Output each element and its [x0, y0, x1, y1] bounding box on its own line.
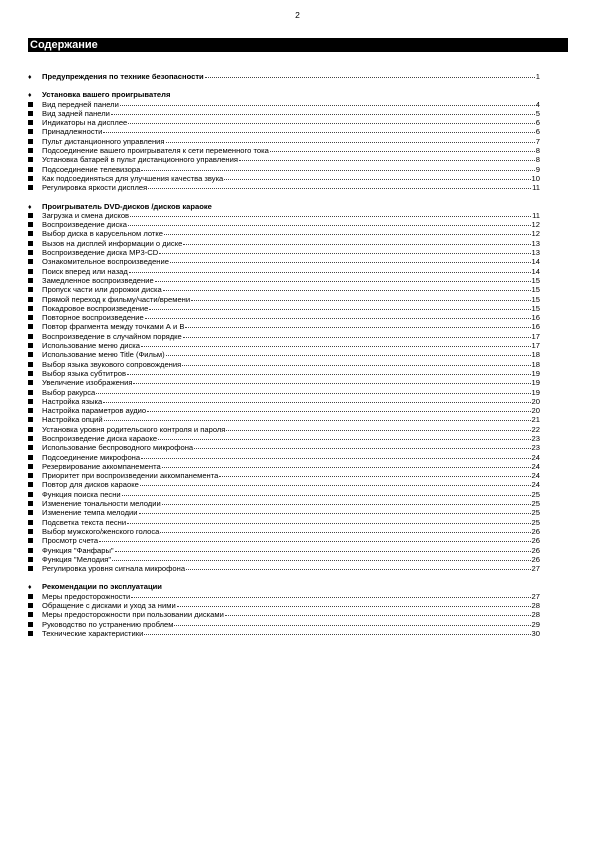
- toc-entry-label: Резервирование аккомпанемента: [42, 461, 161, 471]
- toc-entry-label: Использование беспроводного микрофона: [42, 443, 194, 453]
- dot-leader: [155, 275, 531, 282]
- square-bullet-icon: [28, 221, 42, 230]
- toc-page-number: 7: [535, 136, 540, 146]
- dot-leader: [112, 554, 531, 561]
- toc-page-number: 24: [531, 471, 540, 481]
- toc-page-number: 17: [531, 341, 540, 351]
- square-bullet-icon: [28, 407, 42, 416]
- square-bullet-icon: [28, 212, 42, 221]
- toc-entry-label: Повтор фрагмента между точками А и В: [42, 322, 185, 332]
- dot-leader: [219, 470, 530, 477]
- toc-entry-label: Выбор языка звукового сопровождения: [42, 359, 182, 369]
- dot-leader: [270, 145, 535, 152]
- toc-entry-label: Изменение тональности мелодии: [42, 499, 161, 509]
- square-bullet-icon: [28, 305, 42, 314]
- square-bullet-icon: [28, 128, 42, 137]
- square-bullet-icon: [28, 602, 42, 611]
- toc-heading-label: Установка вашего проигрывателя: [42, 90, 171, 100]
- toc-entry-label: Изменение темпа мелодии: [42, 508, 138, 518]
- toc-page-number: 21: [531, 415, 540, 425]
- square-bullet-icon: [28, 416, 42, 425]
- toc-page-number: 12: [531, 229, 540, 239]
- toc-entry-label: Выбор языка субтитров: [42, 368, 127, 378]
- dot-leader: [174, 619, 530, 626]
- toc-page-number: 20: [531, 396, 540, 406]
- dot-leader: [239, 154, 535, 161]
- diamond-bullet-icon: ♦: [28, 203, 32, 211]
- toc-entry-label: Загрузка и смена дисков: [42, 210, 130, 220]
- square-bullet-icon: [28, 110, 42, 119]
- dot-leader: [115, 545, 531, 552]
- square-bullet-icon: [28, 296, 42, 305]
- toc-entry-label: Замедленное воспроизведение: [42, 275, 154, 285]
- toc-entry[interactable]: [28, 183, 540, 192]
- toc-page-number: 26: [531, 536, 540, 546]
- dot-leader: [205, 71, 535, 78]
- dot-leader: [144, 628, 530, 635]
- diamond-bullet-icon: ♦: [28, 584, 32, 592]
- square-bullet-icon: [28, 621, 42, 630]
- toc-page-number: 22: [531, 424, 540, 434]
- toc-entry-label: Как подсоединяться для улучшения качества звука: [42, 173, 224, 183]
- dot-leader: [163, 284, 531, 291]
- square-bullet-icon: [28, 240, 42, 249]
- toc-page-number: 10: [531, 173, 540, 183]
- toc-entry-label: Руководство по устранению проблем: [42, 619, 174, 629]
- square-bullet-icon: [28, 351, 42, 360]
- square-bullet-icon: [28, 491, 42, 500]
- toc-page-number: 12: [531, 220, 540, 230]
- square-bullet-icon: [28, 379, 42, 388]
- square-bullet-icon: [28, 472, 42, 481]
- dot-leader: [128, 219, 531, 226]
- toc-entry-label: Подсоединение микрофона: [42, 452, 141, 462]
- page-number: 2: [295, 10, 300, 20]
- toc-page-number: 13: [531, 238, 540, 248]
- dot-leader: [191, 294, 530, 301]
- toc-page-number: 23: [531, 443, 540, 453]
- square-bullet-icon: [28, 314, 42, 323]
- dot-leader: [99, 535, 531, 542]
- square-bullet-icon: [28, 389, 42, 398]
- toc-page-number: 15: [531, 275, 540, 285]
- dot-leader: [145, 312, 531, 319]
- toc-page-number: 28: [531, 610, 540, 620]
- square-bullet-icon: [28, 547, 42, 556]
- toc-page-number: 25: [531, 517, 540, 527]
- toc-page-number: 24: [531, 452, 540, 462]
- toc-page-number: 23: [531, 433, 540, 443]
- dot-leader: [96, 387, 530, 394]
- toc-entry-label: Функция поиска песни: [42, 489, 121, 499]
- toc-entry-label: Выбор мужского/женского голоса: [42, 526, 160, 536]
- square-bullet-icon: [28, 258, 42, 267]
- toc-page-number: 26: [531, 526, 540, 536]
- dot-leader: [127, 368, 531, 375]
- toc-entry-label: Меры предосторожности при пользовании дисками: [42, 610, 224, 620]
- toc-page-number: 14: [531, 266, 540, 276]
- dot-leader: [140, 479, 531, 486]
- dot-leader: [166, 349, 531, 356]
- toc-entry-label: Ознакомительное воспроизведение: [42, 257, 169, 267]
- square-bullet-icon: [28, 323, 42, 332]
- toc-page-number: 8: [535, 155, 540, 165]
- toc-page-number: 20: [531, 406, 540, 416]
- dot-leader: [170, 256, 531, 263]
- toc-entry-label: Вид задней панели: [42, 108, 110, 118]
- toc-entry-label: Вызов на дисплей информации о диске: [42, 238, 183, 248]
- square-bullet-icon: [28, 593, 42, 602]
- square-bullet-icon: [28, 528, 42, 537]
- dot-leader: [103, 126, 534, 133]
- diamond-bullet-icon: ♦: [28, 74, 32, 81]
- square-bullet-icon: [28, 361, 42, 370]
- toc-entry-label: Использование меню диска: [42, 341, 140, 351]
- toc-page-number: 15: [531, 303, 540, 313]
- toc-page-number: 18: [531, 350, 540, 360]
- toc-entry-label: Воспроизведение диска MP3-CD: [42, 248, 159, 258]
- square-bullet-icon: [28, 101, 42, 110]
- square-bullet-icon: [28, 509, 42, 518]
- square-bullet-icon: [28, 249, 42, 258]
- square-bullet-icon: [28, 556, 42, 565]
- toc-entry-label: Повтор для дисков караоке: [42, 480, 139, 490]
- toc-entry-label: Пропуск части или дорожки диска: [42, 285, 162, 295]
- toc-page-number: 15: [531, 294, 540, 304]
- toc-page-number: 16: [531, 322, 540, 332]
- dot-leader: [158, 433, 530, 440]
- dot-leader: [186, 563, 531, 570]
- toc-page-number: 16: [531, 313, 540, 323]
- toc-page-number: 6: [535, 127, 540, 137]
- square-bullet-icon: [28, 333, 42, 342]
- dot-leader: [177, 600, 531, 607]
- toc-entry-label: Настройка языка: [42, 396, 103, 406]
- square-bullet-icon: [28, 138, 42, 147]
- toc-entry-label: Поиск вперед или назад: [42, 266, 128, 276]
- toc-entry-label: Выбор ракурса: [42, 387, 96, 397]
- toc-entry-label: Подсоединение телевизора: [42, 164, 141, 174]
- toc-entry-label: Приоритет при воспроизведении аккомпанемента: [42, 471, 219, 481]
- toc-page-number: 18: [531, 359, 540, 369]
- dot-leader: [131, 591, 530, 598]
- toc-entry-label: Просмотр счета: [42, 536, 99, 546]
- dot-leader: [224, 173, 530, 180]
- dot-leader: [133, 377, 530, 384]
- square-bullet-icon: [28, 184, 42, 193]
- dot-leader: [183, 331, 531, 338]
- toc-entry-label: Установка батарей в пульт дистанционного управления: [42, 155, 238, 165]
- toc-page-number: 17: [531, 331, 540, 341]
- toc-page-number: 8: [535, 146, 540, 156]
- dot-leader: [183, 238, 530, 245]
- dot-leader: [226, 424, 530, 431]
- dot-leader: [162, 498, 531, 505]
- toc-page-number: 30: [531, 628, 540, 638]
- toc-page-number: 9: [535, 164, 540, 174]
- toc-page-number: 11: [532, 183, 540, 193]
- dot-leader: [147, 405, 530, 412]
- square-bullet-icon: [28, 481, 42, 490]
- toc-section: [28, 202, 540, 574]
- square-bullet-icon: [28, 175, 42, 184]
- dot-leader: [149, 303, 530, 310]
- toc-entry-label: Прямой переход к фильму/части/времени: [42, 294, 191, 304]
- toc-entry-label: Воспроизведение в случайном порядке: [42, 331, 182, 341]
- square-bullet-icon: [28, 630, 42, 639]
- toc-entry-label: Обращение с дисками и уход за ними: [42, 601, 176, 611]
- table-of-contents: [28, 72, 540, 647]
- square-bullet-icon: [28, 342, 42, 351]
- dot-leader: [127, 517, 530, 524]
- toc-entry-label: Технические характеристики: [42, 628, 144, 638]
- dot-leader: [139, 507, 531, 514]
- toc-page-number: 5: [535, 108, 540, 118]
- dot-leader: [120, 99, 535, 106]
- square-bullet-icon: [28, 435, 42, 444]
- diamond-bullet-icon: ♦: [28, 92, 32, 100]
- square-bullet-icon: [28, 500, 42, 509]
- toc-heading-label: Предупреждения по технике безопасности: [42, 72, 204, 81]
- toc-entry-label: Регулировка яркости дисплея: [42, 183, 148, 193]
- toc-entry-label: Вид передней панели: [42, 99, 119, 109]
- toc-page-number: 25: [531, 499, 540, 509]
- toc-page-number: 24: [531, 480, 540, 490]
- toc-page-number: 25: [531, 489, 540, 499]
- dot-leader: [104, 414, 531, 421]
- toc-entry-label: Подсветка текста песни: [42, 517, 127, 527]
- square-bullet-icon: [28, 286, 42, 295]
- toc-entry-label: Установка уровня родительского контроля и пароля: [42, 424, 226, 434]
- square-bullet-icon: [28, 454, 42, 463]
- toc-page-number: 25: [531, 508, 540, 518]
- toc-entry-label: Настройка опций: [42, 415, 103, 425]
- toc-entry-label: Функция "Мелодия": [42, 554, 112, 564]
- square-bullet-icon: [28, 537, 42, 546]
- toc-entry[interactable]: [28, 629, 540, 638]
- dot-leader: [141, 164, 534, 171]
- toc-entry-label: Подсоединение вашего проигрывателя к сети переменного тока: [42, 146, 269, 156]
- toc-page-number: 19: [531, 368, 540, 378]
- toc-entry-label: Индикаторы на дисплее: [42, 118, 128, 128]
- toc-page-number: 19: [531, 387, 540, 397]
- dot-leader: [225, 609, 531, 616]
- toc-page-number: 28: [531, 601, 540, 611]
- square-bullet-icon: [28, 463, 42, 472]
- toc-page-number: 6: [535, 118, 540, 128]
- square-bullet-icon: [28, 611, 42, 620]
- square-bullet-icon: [28, 277, 42, 286]
- square-bullet-icon: [28, 370, 42, 379]
- dot-leader: [164, 228, 531, 235]
- square-bullet-icon: [28, 565, 42, 574]
- square-bullet-icon: [28, 119, 42, 128]
- toc-page-number: 4: [535, 99, 540, 109]
- toc-entry-label: Покадровое воспроизведение: [42, 303, 149, 313]
- square-bullet-icon: [28, 398, 42, 407]
- toc-section: [28, 582, 540, 638]
- dot-leader: [130, 210, 531, 217]
- dot-leader: [182, 359, 530, 366]
- square-bullet-icon: [28, 147, 42, 156]
- toc-page-number: 27: [531, 564, 540, 574]
- dot-leader: [148, 182, 531, 189]
- toc-entry-label: Настройка параметров аудио: [42, 406, 147, 416]
- toc-entry-label: Воспроизведение диска: [42, 220, 127, 230]
- toc-page-number: 1: [535, 72, 540, 81]
- toc-page-number: 11: [532, 210, 540, 220]
- dot-leader: [160, 526, 530, 533]
- dot-leader: [162, 461, 531, 468]
- dot-leader: [111, 108, 535, 115]
- toc-entry-label: Меры предосторожности: [42, 591, 131, 601]
- toc-entry-label: Пульт дистанционного управления: [42, 136, 165, 146]
- toc-heading-label: Проигрыватель DVD-дисков /дисков караоке: [42, 201, 212, 211]
- toc-section: [28, 72, 540, 81]
- square-bullet-icon: [28, 268, 42, 277]
- toc-entry-label: Регулировка уровня сигнала микрофона: [42, 564, 186, 574]
- toc-heading-label: Рекомендации по эксплуатации: [42, 582, 162, 592]
- toc-page-number: 26: [531, 554, 540, 564]
- dot-leader: [194, 442, 530, 449]
- dot-leader: [128, 117, 535, 124]
- dot-leader: [141, 452, 530, 459]
- toc-page-number: 13: [531, 248, 540, 258]
- square-bullet-icon: [28, 519, 42, 528]
- toc-page-number: 29: [531, 619, 540, 629]
- toc-page-number: 14: [531, 257, 540, 267]
- toc-entry-label: Функция "Фанфары": [42, 545, 114, 555]
- square-bullet-icon: [28, 230, 42, 239]
- toc-entry-label: Принадлежности: [42, 127, 103, 137]
- square-bullet-icon: [28, 156, 42, 165]
- toc-page-number: 24: [531, 461, 540, 471]
- toc-page-number: 27: [531, 591, 540, 601]
- toc-page-number: 19: [531, 378, 540, 388]
- dot-leader: [122, 489, 531, 496]
- toc-section-heading[interactable]: [28, 72, 540, 81]
- square-bullet-icon: [28, 166, 42, 175]
- toc-entry-label: Воспроизведение диска караоке: [42, 433, 158, 443]
- dot-leader: [103, 396, 530, 403]
- dot-leader: [185, 321, 530, 328]
- square-bullet-icon: [28, 426, 42, 435]
- toc-entry[interactable]: [28, 564, 540, 573]
- dot-leader: [159, 247, 530, 254]
- toc-entry-label: Выбор диска в карусельном лотке: [42, 229, 164, 239]
- toc-section: [28, 90, 540, 192]
- dot-leader: [129, 266, 531, 273]
- toc-entry-label: Использование меню Title (Фильм): [42, 350, 165, 360]
- dot-leader: [166, 136, 535, 143]
- toc-entry-label: Повторное воспроизведение: [42, 313, 144, 323]
- dot-leader: [141, 340, 531, 347]
- square-bullet-icon: [28, 444, 42, 453]
- page-title: Содержание: [28, 38, 568, 52]
- toc-page-number: 15: [531, 285, 540, 295]
- toc-entry-label: Увеличение изображения: [42, 378, 133, 388]
- toc-page-number: 26: [531, 545, 540, 555]
